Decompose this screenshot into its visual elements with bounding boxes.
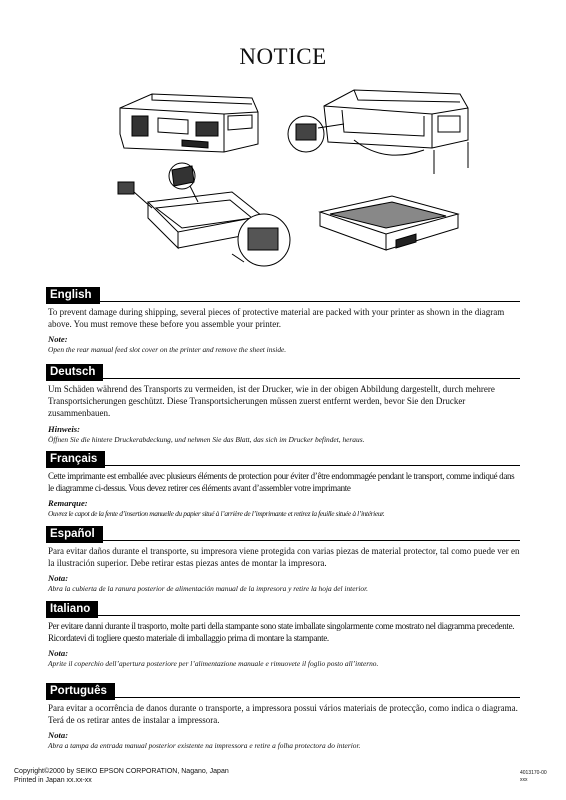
section-francais bbox=[46, 449, 520, 519]
document-code: 4013170-00 bbox=[520, 770, 547, 776]
note-label: Remarque: bbox=[48, 498, 88, 509]
note-label: Hinweis: bbox=[48, 423, 80, 434]
section-italiano bbox=[46, 599, 520, 669]
document-code-sub: xxx bbox=[520, 777, 528, 783]
note-text: Abra la cubierta de la ranura posterior de alimentación manual de la impresora y retire la hoja del interior. bbox=[48, 584, 369, 594]
paper-tray-illustration bbox=[112, 162, 292, 270]
note-text: Ouvrez le capot de la fente d’insertion manuelle du papier situé à l’arrière de l’imprimante et retirez la feuille située à l’intérieur. bbox=[48, 509, 385, 519]
language-header bbox=[46, 362, 520, 379]
note-text: Öffnen Sie die hintere Druckerabdeckung, und nehmen Sie das Blatt, das sich im Drucker befindet, heraus. bbox=[48, 434, 365, 444]
tray-bottom-illustration bbox=[316, 188, 462, 260]
language-header bbox=[46, 524, 520, 541]
printer-open-cover-illustration bbox=[284, 84, 474, 180]
body-text: Cette imprimante est emballée avec plusieurs éléments de protection pour éviter d’être endommagée pendant le transport, comme indiqué dans le diagramme ci-dessus. Vous devez retirer ces éléments avant d’assembler votre imprimante bbox=[48, 471, 515, 494]
footer-code-block bbox=[520, 770, 547, 784]
note-text: Aprite il coperchio dell’apertura posteriore per l’alimentazione manuale e rimuovete il foglio posto all’interno. bbox=[48, 659, 379, 669]
section-portugues bbox=[46, 681, 520, 751]
language-header bbox=[46, 599, 520, 616]
note-text: Abra a tampa da entrada manual posterior existente na impressora e retire a folha protectora do interior. bbox=[48, 741, 361, 751]
body-text: Para evitar daños durante el transporte, su impresora viene protegida con varias piezas de material protector, tal como puede ver en la ilustración superior. Debe retirar estas piezas antes de montar la impresora. bbox=[48, 546, 520, 569]
footer-copyright-block bbox=[14, 767, 229, 785]
language-header bbox=[46, 285, 520, 302]
body-text: Um Schäden während des Transports zu vermeiden, ist der Drucker, wie in der obigen Abbildung dargestellt, durch mehrere Transportsicherungen geschützt. Diese Transportsicherungen müssen zuerst entfernt werden, bevor Sie den Drucker zusammenbauen. bbox=[48, 384, 495, 419]
note-label: Note: bbox=[48, 334, 68, 345]
language-header bbox=[46, 449, 520, 466]
section-deutsch bbox=[46, 362, 520, 445]
note-text: Open the rear manual feed slot cover on the printer and remove the sheet inside. bbox=[48, 345, 287, 355]
language-label: Italiano bbox=[46, 601, 98, 618]
body-text: To prevent damage during shipping, several pieces of protective material are packed with your printer as shown in the diagram above. You must remove these before you assemble your printer. bbox=[48, 307, 505, 330]
note-label: Nota: bbox=[48, 648, 69, 659]
language-label: Português bbox=[46, 683, 115, 700]
note-label: Nota: bbox=[48, 573, 69, 584]
language-label: Français bbox=[46, 451, 105, 468]
language-header bbox=[46, 681, 520, 698]
printer-rear-illustration bbox=[112, 86, 262, 156]
page-title: NOTICE bbox=[239, 44, 327, 69]
body-text: Para evitar a ocorrência de danos durante o transporte, a impressora possui vários materiais de protecção, como indica o diagrama. Terá de os retirar antes de instalar a impressora. bbox=[48, 703, 518, 726]
note-label: Nota: bbox=[48, 730, 69, 741]
printed-text: Printed in Japan xx.xx-xx bbox=[14, 777, 92, 784]
section-espanol bbox=[46, 524, 520, 594]
body-text: Per evitare danni durante il trasporto, molte parti della stampante sono state imballate singolarmente come mostrato nel diagramma precedente. Ricordatevi di togliere questo materiale di imballaggio prima di montare la stampante. bbox=[48, 621, 515, 644]
language-label: Deutsch bbox=[46, 364, 103, 381]
section-english bbox=[46, 285, 520, 355]
language-label: Español bbox=[46, 526, 103, 543]
language-label: English bbox=[46, 287, 100, 304]
copyright-text: Copyright©2000 by SEIKO EPSON CORPORATION, Nagano, Japan bbox=[14, 768, 229, 775]
